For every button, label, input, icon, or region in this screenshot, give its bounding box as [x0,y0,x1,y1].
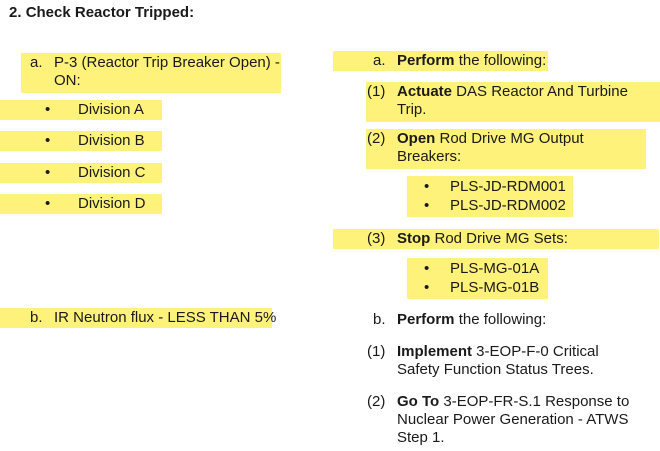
division-a: Division A [78,101,144,118]
bsub1-line2: Safety Function Status Trees. [397,361,594,378]
right-a-text: Perform the following: [397,52,547,69]
sub1-line2: Trip. [397,101,427,118]
bullet-icon: • [45,164,51,181]
bullet-icon: • [45,101,51,118]
step-number: 2. [9,4,22,21]
division-d: Division D [78,195,146,212]
mgset-2: PLS-MG-01B [450,279,540,296]
right-b-marker: b. [373,311,386,328]
sub1-number: (1) [367,83,386,100]
bsub2-line1: Go To 3-EOP-FR-S.1 Response to [397,393,630,410]
bullet-icon: • [45,132,51,149]
sub1-line1: Actuate DAS Reactor And Turbine [397,83,628,100]
sub2-number: (2) [367,130,386,147]
right-a-marker: a. [373,52,386,69]
bullet-icon: • [45,195,51,212]
bullet-icon: • [424,178,430,195]
bsub1-line1: Implement 3-EOP-F-0 Critical [397,343,599,360]
bsub2-line2: Nuclear Power Generation - ATWS [397,411,629,428]
sub2-line1: Open Rod Drive MG Output [397,130,584,147]
sub3-number: (3) [367,230,386,247]
left-b-marker: b. [30,309,43,326]
left-a-line2: ON: [54,72,81,89]
sub3-line1: Stop Rod Drive MG Sets: [397,230,568,247]
bsub1-number: (1) [367,343,386,360]
left-b-text: IR Neutron flux - LESS THAN 5% [54,309,277,326]
bullet-icon: • [424,260,430,277]
breaker-2: PLS-JD-RDM002 [450,197,566,214]
sub2-line2: Breakers: [397,148,462,165]
mgset-1: PLS-MG-01A [450,260,540,277]
step-heading [9,4,194,21]
right-b-text: Perform the following: [397,311,547,328]
breaker-1: PLS-JD-RDM001 [450,178,566,195]
bullet-icon: • [424,197,430,214]
bsub2-line3: Step 1. [397,429,445,446]
bsub2-number: (2) [367,393,386,410]
left-a-line1: P-3 (Reactor Trip Breaker Open) - [54,54,280,71]
bullet-icon: • [424,279,430,296]
division-b: Division B [78,132,145,149]
left-a-marker: a. [30,54,43,71]
step-title: Check Reactor Tripped: [25,4,195,21]
division-c: Division C [78,164,146,181]
